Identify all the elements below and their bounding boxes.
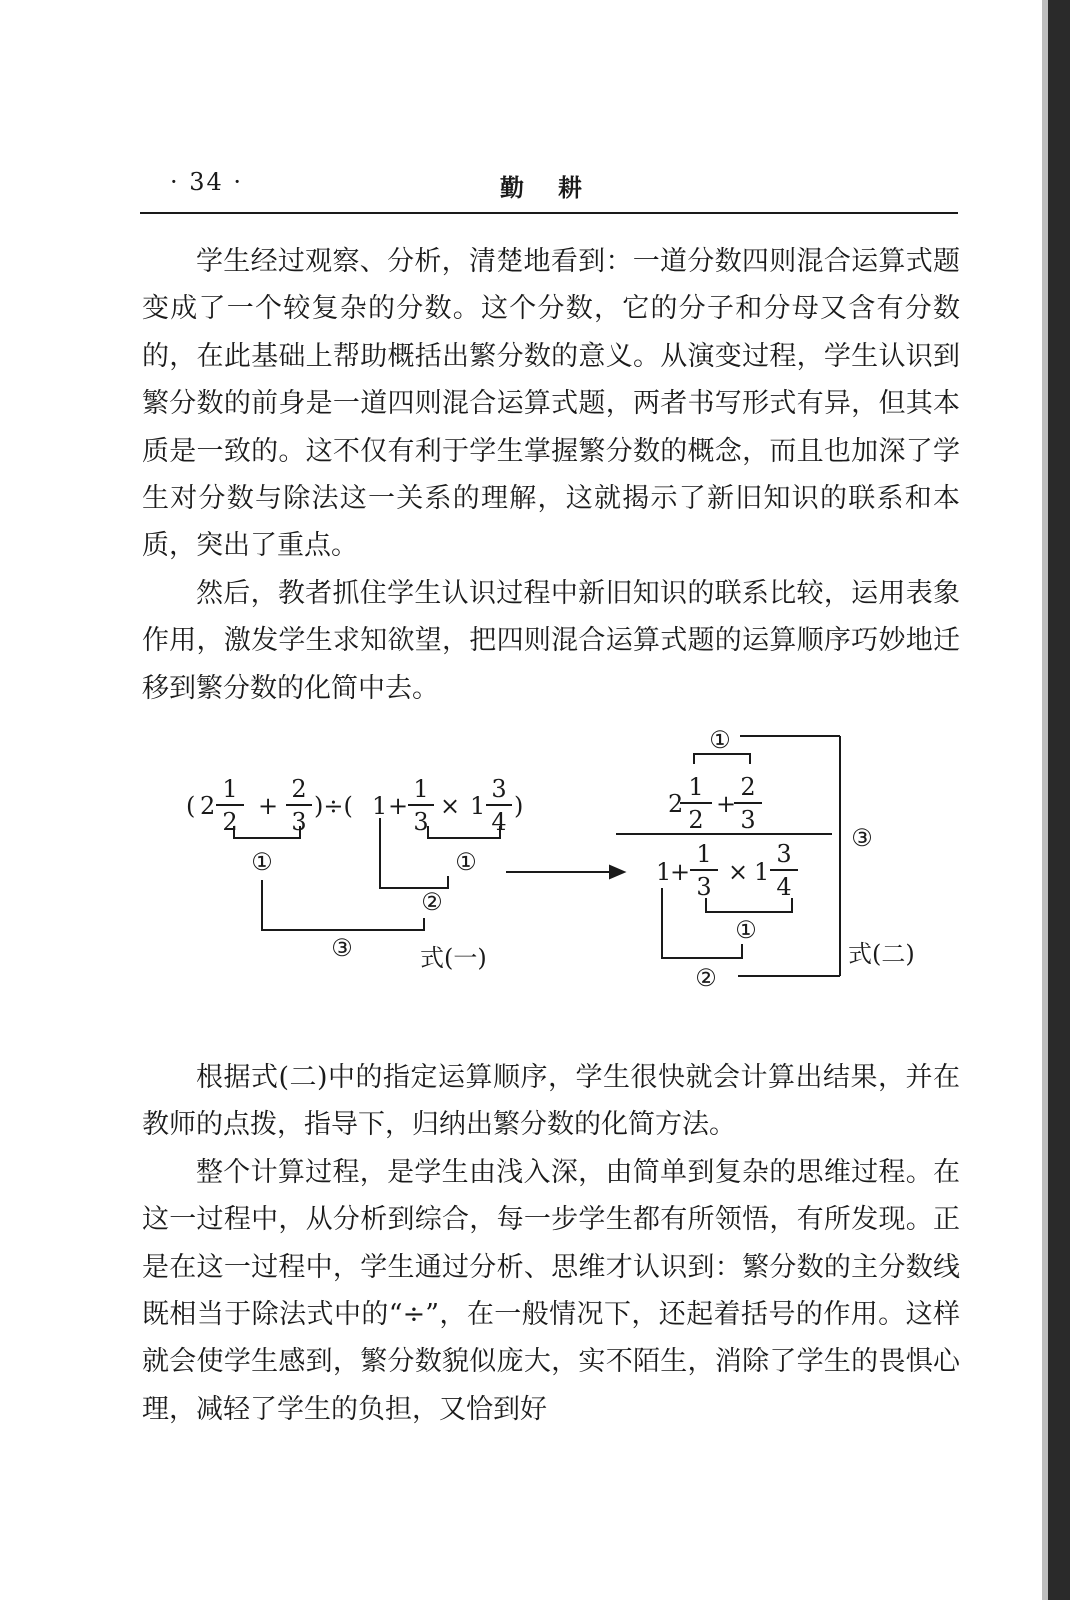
numerator: 3 [491, 775, 507, 803]
times-sign: × [728, 858, 749, 886]
whole-number: 1 [470, 792, 486, 820]
paragraph: 学生经过观察、分析，清楚地看到：一道分数四则混合运算式题变成了一个较复杂的分数。这个分数，它的分子和分母又含有分数的，在此基础上帮助概括出繁分数的意义。从演变过程，学生认识到繁分数的前身是一道四则混合运算式题，两者书写形式有异，但其本质是一致的。这不仅有利于学生掌握繁分数的概念，而且也加深了学生对分数与除法这一关系的理解，这就揭示了新旧知识的联系和本质，突出了重点。 [142, 246, 960, 562]
plus-sign: + [258, 792, 279, 820]
numerator: 1 [413, 775, 429, 803]
numerator: 2 [291, 775, 307, 803]
step-marker-1: ① [251, 848, 273, 876]
denominator: 2 [688, 806, 704, 834]
numerator: 1 [688, 773, 704, 801]
numerator: 1 [222, 775, 238, 803]
page-number: · 34 · [170, 168, 244, 196]
step-marker-1: ① [709, 726, 731, 754]
open-paren: ( [186, 792, 196, 820]
step-marker-1: ① [455, 848, 477, 876]
bracket-step1-right [428, 826, 500, 838]
numerator: 2 [740, 773, 756, 801]
bracket-step1-left [234, 826, 300, 838]
close-paren: ) [514, 792, 524, 820]
paragraph: 整个计算过程，是学生由浅入深，由简单到复杂的思维过程。在这一过程中，从分析到综合，每一步学生都有所领悟，有所发现。正是在这一过程中，学生通过分析、思维才认识到：繁分数的主分数线既相当于除法式中的“÷”，在一般情况下，还起着括号的作用。这样就会使学生感到，繁分数貌似庞大，实不陌生，消除了学生的畏惧心理，减轻了学生的负担，又恰到好 [142, 1156, 960, 1425]
times-sign: × [440, 792, 461, 820]
body-text-bottom [142, 1054, 960, 1433]
paragraph: 然后，教者抓住学生认识过程中新旧知识的联系比较，运用表象作用，激发学生求知欲望，把四则混合运算式题的运算顺序巧妙地迁移到繁分数的化简中去。 [142, 577, 960, 704]
whole-number: 1 [754, 858, 770, 886]
whole-number: 2 [668, 790, 684, 818]
denominator: 3 [413, 808, 429, 836]
step-marker-2: ② [421, 888, 443, 916]
denominator: 4 [491, 808, 507, 836]
plus-sign: + [716, 790, 737, 818]
plus-sign: + [670, 858, 691, 886]
formula-label-2: 式(二) [848, 940, 915, 968]
denominator: 4 [776, 873, 792, 901]
whole-number: 2 [200, 792, 216, 820]
divide-sign: )÷( [314, 792, 353, 820]
paragraph: 根据式(二)中的指定运算顺序，学生很快就会计算出结果，并在教师的点拨，指导下，归纳出繁分数的化简方法。 [142, 1062, 960, 1141]
denominator: 2 [222, 808, 238, 836]
plus-sign: + [388, 792, 409, 820]
formula-label-1: 式(一) [420, 944, 487, 972]
whole-number: 1 [656, 858, 672, 886]
step-marker-3: ③ [851, 824, 873, 852]
denominator: 3 [696, 873, 712, 901]
denominator: 3 [291, 808, 307, 836]
bracket-step1-top [694, 754, 750, 764]
denominator: 3 [740, 806, 756, 834]
step-marker-2: ② [695, 964, 717, 992]
numerator: 3 [776, 840, 792, 868]
step-marker-3: ③ [331, 934, 353, 962]
step-marker-1: ① [735, 916, 757, 944]
running-title: 勤耕 [500, 173, 616, 202]
whole-number: 1 [372, 792, 388, 820]
numerator: 1 [696, 840, 712, 868]
arrow-head [610, 866, 624, 878]
